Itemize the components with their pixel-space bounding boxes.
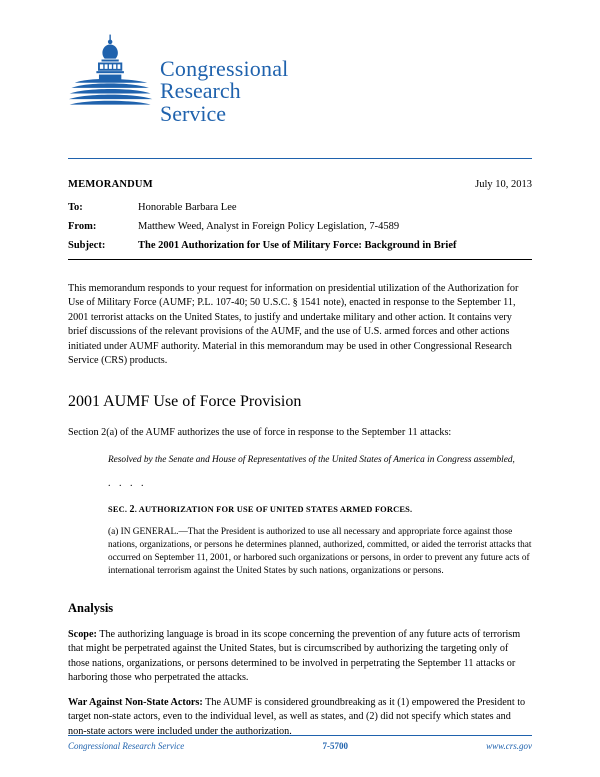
logo-line-3: Service xyxy=(160,100,226,126)
statute-subsection-marker: (a) xyxy=(108,526,121,537)
footer-phone: 7-5700 xyxy=(322,741,348,751)
statute-body-text: —That the President is authorized to use all necessary and appropriate force against those nations, organizations, or persons he determines planned, authorized, committed, or aided the terrorist attacks that occurred on September 11, 2001, or harbored such organizations or persons, in order to prevent any future acts of international terrorism against the United States by such nations, organizations or persons. xyxy=(108,526,532,577)
intro-paragraph: This memorandum responds to your request for information on presidential utilization of the Authorization for Use of Military Force (AUMF; P.L. 107-40; 50 U.S.C. § 1541 note), enacted in response to the September 11, 2001 terrorist attacks on the United States, to justify and undertake military and other action. It contains very brief discussions of the relevant provisions of the AUMF, and the use of U.S. armed forces and other actions initiated under AUMF authority. Material in this memorandum may be used in other Congressional Research Service (CRS) products. xyxy=(68,283,519,367)
memo-date: July 10, 2013 xyxy=(475,179,532,190)
statute-sec-number: 2 xyxy=(129,504,135,516)
footer-organization: Congressional Research Service xyxy=(68,741,185,751)
statute-paragraph-a xyxy=(108,526,532,579)
crs-wordmark xyxy=(160,32,288,125)
header-divider xyxy=(68,158,532,159)
statute-sec-prefix: SEC. xyxy=(108,505,130,515)
scope-paragraph xyxy=(68,628,532,686)
memo-divider xyxy=(68,259,532,260)
memo-header xyxy=(68,179,532,260)
memo-from-label: From: xyxy=(68,221,97,232)
crs-logo-block xyxy=(68,0,532,152)
memo-row-from xyxy=(68,221,532,232)
capitol-dome-logo-icon xyxy=(68,32,154,118)
memo-subject-label: Subject: xyxy=(68,240,106,251)
footer-website[interactable]: www.crs.gov xyxy=(486,741,532,751)
war-against-non-state-actors-paragraph xyxy=(68,696,532,739)
ellipsis-break: . . . . xyxy=(108,478,147,490)
statute-sec-title: . AUTHORIZATION FOR USE OF UNITED STATES ARMED FORCES. xyxy=(134,505,413,515)
section-heading-aumf: 2001 AUMF Use of Force Provision xyxy=(68,392,302,410)
document-body xyxy=(68,282,532,739)
memo-row-to xyxy=(68,202,532,213)
war-label: War Against Non-State Actors: xyxy=(68,696,203,708)
logo-line-1: Congressional xyxy=(160,56,289,81)
logo-line-2: Research xyxy=(160,78,241,104)
memo-to-value: Honorable Barbara Lee xyxy=(138,202,237,213)
statute-section-heading xyxy=(108,503,532,517)
memo-from-value: Matthew Weed, Analyst in Foreign Policy Legislation, 7-4589 xyxy=(138,221,400,232)
scope-label: Scope: xyxy=(68,629,97,640)
memo-row-subject xyxy=(68,240,532,251)
war-text: The AUMF is considered groundbreaking as it (1) empowered the President to target non-state actors, even to the individual level, as well as states, and (2) did not specify which states and non-state actors were included under the authorization. xyxy=(68,696,526,737)
scope-text: The authorizing language is broad in its scope concerning the prevention of any future acts of terrorism that might be perpetrated against the United States, but is circumscribed by authorizing the targeting only of those nations, organizations, or persons determined to be involved in perpetrating the September 11 attacks or harboring those who perpetrated the attacks. xyxy=(68,629,521,684)
quote-resolved-clause: Resolved by the Senate and House of Representatives of the United States of America in Congress assembled, xyxy=(108,455,515,466)
statute-in-general-label: IN GENERAL. xyxy=(120,526,179,537)
page-footer xyxy=(68,735,532,751)
memo-to-label: To: xyxy=(68,202,83,213)
footer-divider xyxy=(68,735,532,736)
section-intro-paragraph: Section 2(a) of the AUMF authorizes the use of force in response to the September 11 attacks: xyxy=(68,426,452,438)
memo-subject-value: The 2001 Authorization for Use of Military Force: Background in Brief xyxy=(138,240,457,251)
analysis-heading: Analysis xyxy=(68,601,114,616)
memorandum-label: MEMORANDUM xyxy=(68,179,153,190)
